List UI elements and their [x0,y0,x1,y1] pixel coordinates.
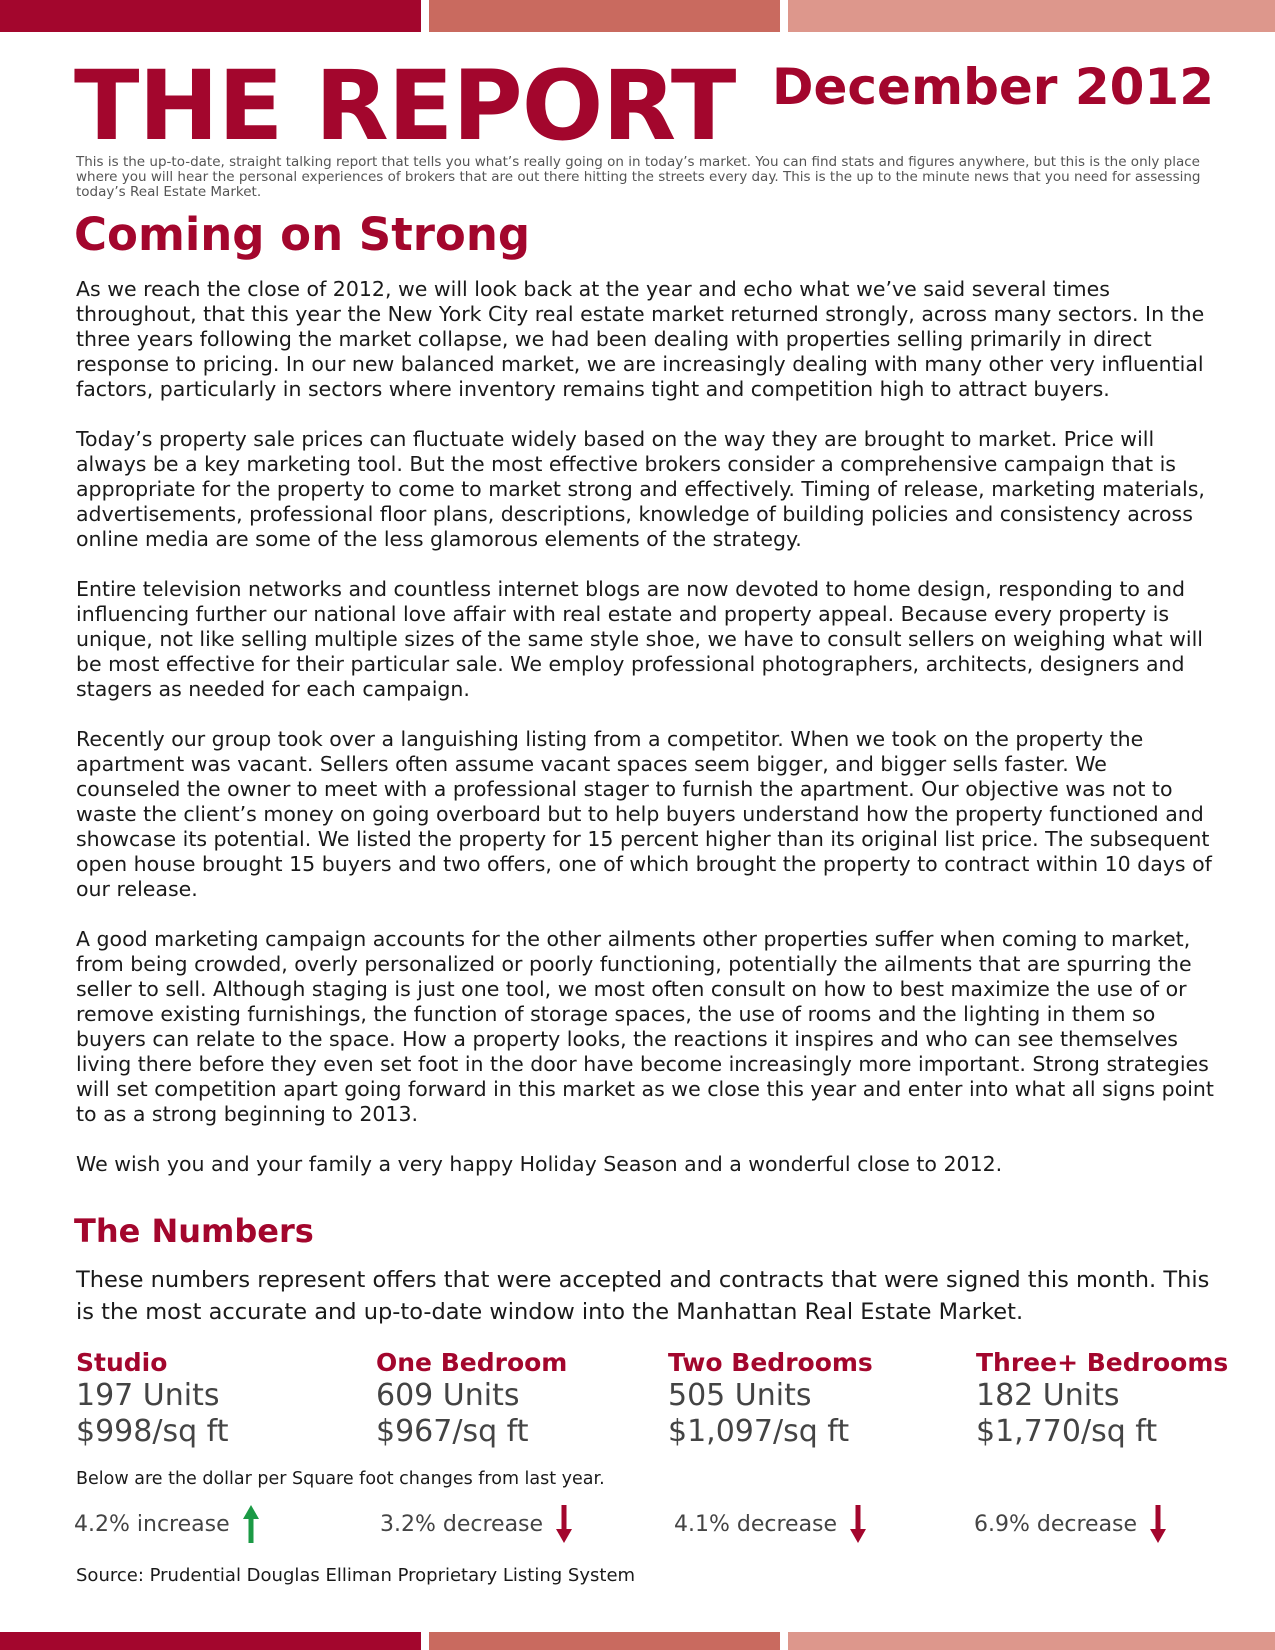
report-date: December 2012 [772,58,1214,116]
numbers-heading: The Numbers [74,1212,314,1250]
stat-units: 197 Units [76,1378,220,1413]
stat-price: $998/sq ft [76,1414,229,1449]
change-text: 3.2% decrease [380,1511,544,1537]
stat-price: $1,097/sq ft [668,1414,850,1449]
arrow-down-icon [849,1504,867,1544]
change-two-bedrooms [674,1502,867,1546]
change-one-bedroom [380,1502,573,1546]
stat-column-two-bedrooms [668,1348,873,1450]
stat-units: 609 Units [376,1378,520,1413]
article-paragraph: We wish you and your family a very happy Holiday Season and a wonderful close to 2012. [76,1152,1003,1176]
stat-label: Studio [76,1348,168,1377]
article-paragraph: As we reach the close of 2012, we will look back at the year and echo what we’ve said several times throughout, that this year the New York City real estate market returned strongly, across many sectors. In the three years following the market collapse, we had been dealing with properties selling primarily in direct response to pricing. In our new balanced market, we are increasingly dealing with many other very influential factors, particularly in sectors where inventory remains tight and competition high to attract buyers. [76,277,1205,401]
report-intro: This is the up-to-date, straight talking report that tells you what’s really going on in today’s market. You can find stats and figures anywhere, but this is the only place where you will hear the personal experiences of brokers that are out there hitting the streets every day. This is the up to the minute news that you need for assessing today’s Real Estate Market. [76,154,1201,200]
article-paragraph: Recently our group took over a languishing listing from a competitor. When we took on the property the apartment was vacant. Sellers often assume vacant spaces seem bigger, and bigger sells faster. We counseled the owner to meet with a professional stager to furnish the apartment. Our objective was not to waste the client’s money on going overboard but to help buyers understand how the property functioned and showcase its potential. We listed the property for 15 percent higher than its original list price. The subsequent open house brought 15 buyers and two offers, one of which brought the property to contract within 10 days of our release. [76,727,1212,901]
top-bar-segment-light [788,0,1275,32]
stat-label: One Bedroom [376,1348,568,1377]
bottom-bar-segment-dark [0,1632,421,1650]
arrow-up-icon [242,1504,260,1544]
stat-column-one-bedroom [376,1348,567,1450]
bottom-bar-segment-light [788,1632,1275,1650]
change-studio [74,1502,260,1546]
arrow-down-icon [555,1504,573,1544]
bottom-color-bar [0,1632,1275,1650]
stat-units: 505 Units [668,1378,812,1413]
numbers-intro: These numbers represent offers that were accepted and contracts that were signed this month. This is the most accurate and up-to-date window into the Manhattan Real Estate Market. [76,1267,1210,1325]
stat-price: $1,770/sq ft [976,1414,1158,1449]
change-three-plus-bedrooms [974,1502,1167,1546]
article-paragraph: Entire television networks and countless internet blogs are now devoted to home design, responding to and influencing further our national love affair with real estate and property appeal. Because every property is unique, not like selling multiple sizes of the same style shoe, we have to consult sellers on weighing what will be most effective for their particular sale. We employ professional photographers, architects, designers and stagers as needed for each campaign. [76,577,1203,701]
change-text: 4.2% increase [74,1511,230,1537]
article-heading: Coming on Strong [74,208,531,261]
stat-column-three-plus-bedrooms [976,1348,1228,1450]
report-title: THE REPORT [74,50,736,162]
change-text: 6.9% decrease [974,1511,1138,1537]
article-paragraph: Today’s property sale prices can fluctuate widely based on the way they are brought to market. Price will always be a key marketing tool. But the most effective brokers consider a comprehensive campaign that is appropriate for the property to come to market strong and effectively. Timing of release, marketing materials, advertisements, professional floor plans, descriptions, knowledge of building policies and consistency across online media are some of the less glamorous elements of the strategy. [76,427,1205,551]
top-color-bar [0,0,1275,32]
source-note: Source: Prudential Douglas Elliman Proprietary Listing System [76,1565,636,1586]
change-text: 4.1% decrease [674,1511,838,1537]
top-bar-segment-mid [429,0,780,32]
article-paragraph: A good marketing campaign accounts for the other ailments other properties suffer when coming to market, from being crowded, overly personalized or poorly functioning, potentially the ailments that are spurring the seller to sell. Although staging is just one tool, we most often consult on how to best maximize the use of or remove existing furnishings, the function of storage spaces, the use of rooms and the lighting in them so buyers can relate to the space. How a property looks, the reactions it inspires and who can see themselves living there before they even set foot in the door have become increasingly more important. Strong strategies will set competition apart going forward in this market as we close this year and enter into what all signs point to as a strong beginning to 2013. [76,927,1214,1126]
stat-label: Three+ Bedrooms [976,1348,1229,1377]
arrow-down-icon [1149,1504,1167,1544]
stat-column-studio [76,1348,228,1450]
stat-units: 182 Units [976,1378,1120,1413]
article-body [76,277,1216,1202]
changes-note: Below are the dollar per Square foot changes from last year. [76,1469,605,1489]
stat-label: Two Bedrooms [668,1348,873,1377]
bottom-bar-segment-mid [429,1632,780,1650]
stat-price: $967/sq ft [376,1414,529,1449]
top-bar-segment-dark [0,0,421,32]
